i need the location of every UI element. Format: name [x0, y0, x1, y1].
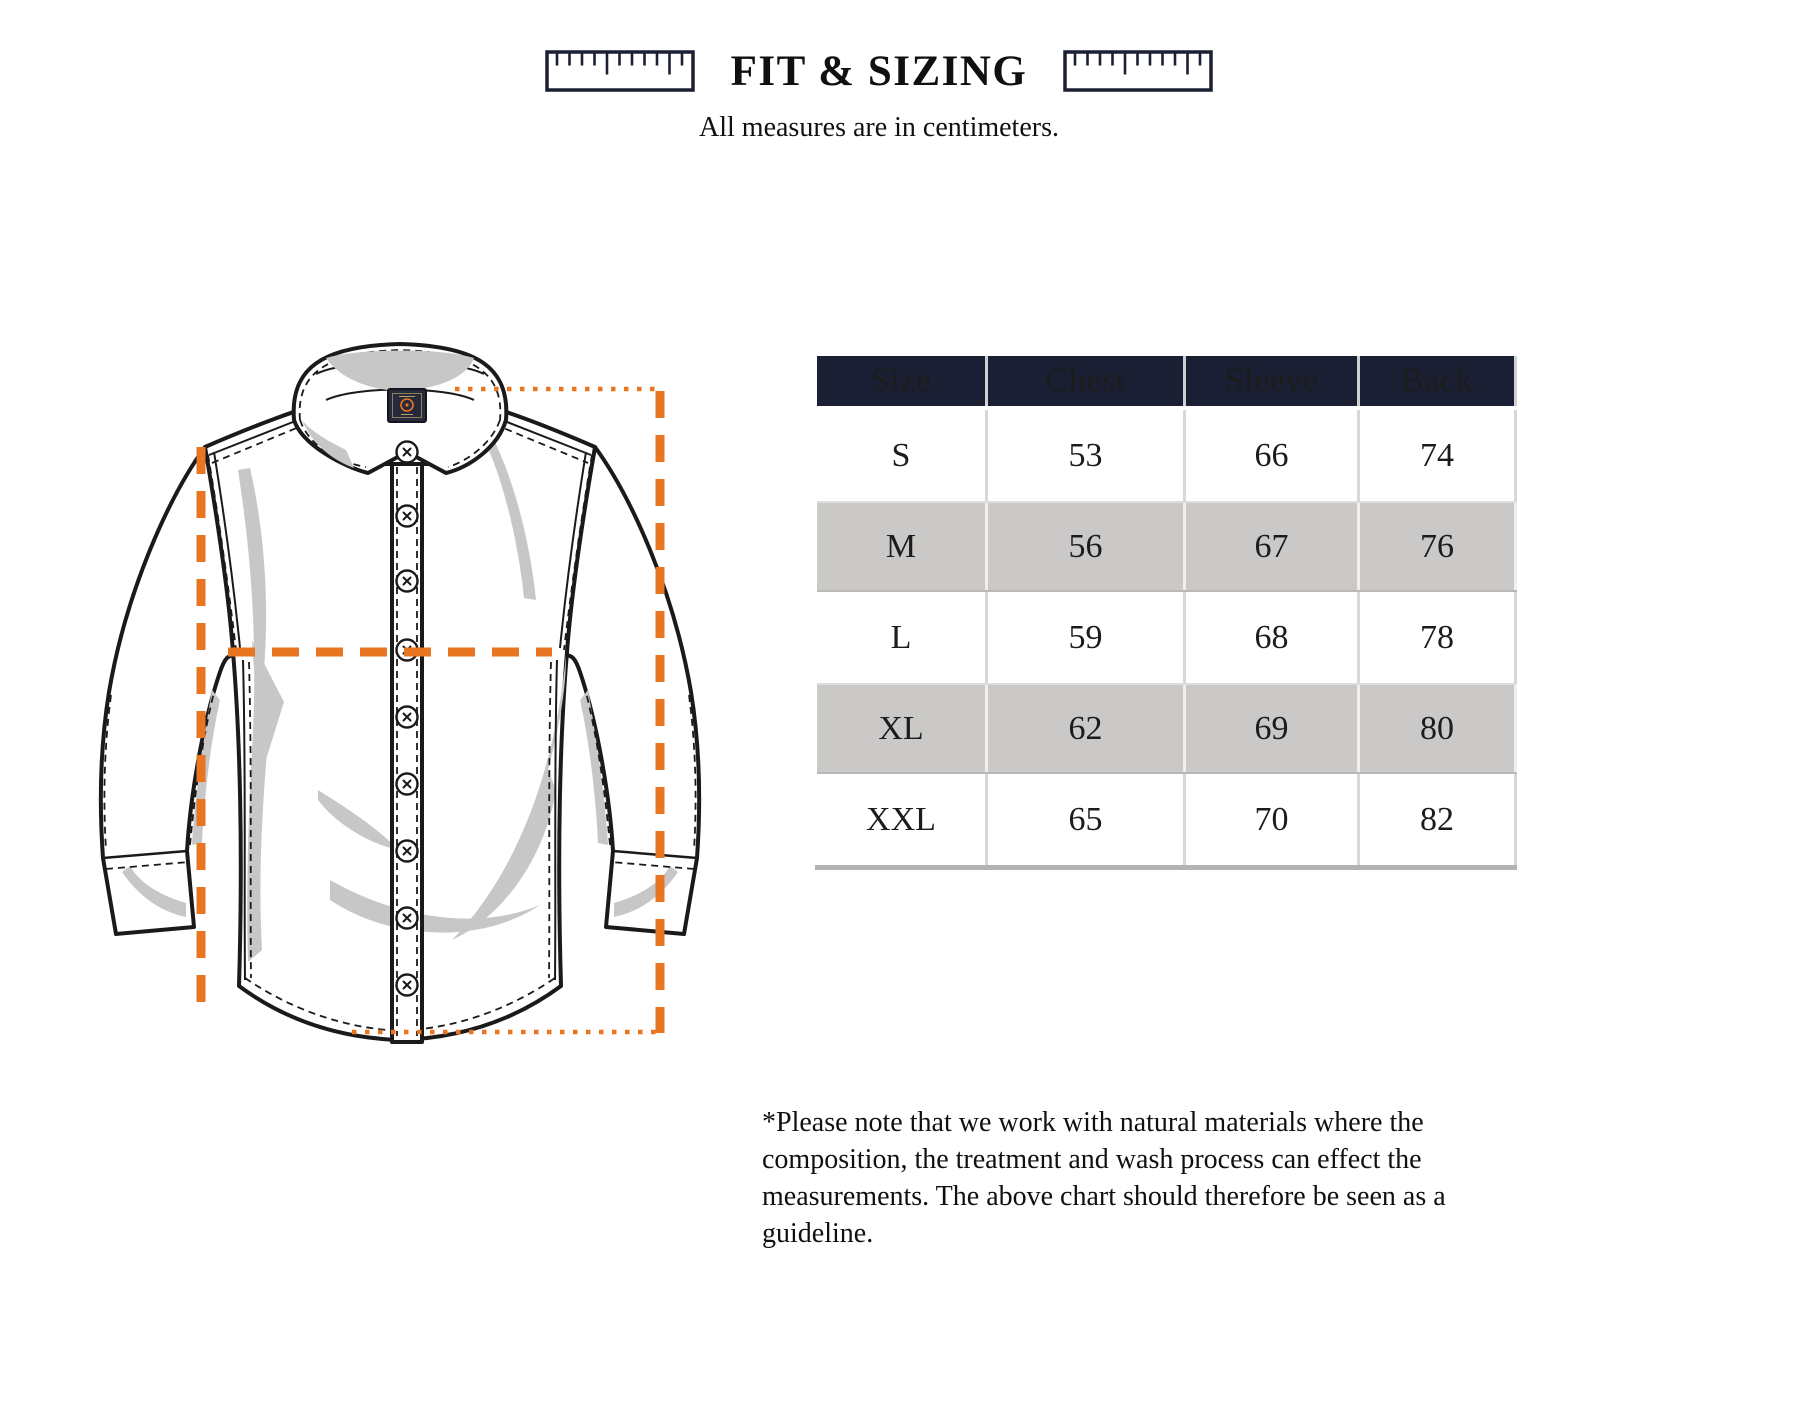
column-header-size: Size — [817, 356, 985, 406]
footnote: *Please note that we work with natural materials where the composition, the treatment and wash process can effect the measurements. The above chart should therefore be seen as a guideline. — [762, 1107, 1446, 1249]
table-row-s — [817, 410, 1517, 501]
column-header-back: Back — [1360, 356, 1514, 406]
table-bottom-rule — [815, 865, 1517, 870]
shirt-placket — [392, 448, 422, 1042]
ruler-icon — [1063, 50, 1213, 92]
cell-chest: 65 — [988, 774, 1183, 865]
table-row-m — [817, 501, 1517, 592]
size-chart-table — [817, 356, 1517, 865]
table-row-xl — [817, 683, 1517, 774]
cell-size: S — [817, 410, 985, 501]
cell-sleeve: 70 — [1186, 774, 1357, 865]
cell-back: 74 — [1360, 410, 1514, 501]
cell-sleeve: 66 — [1186, 410, 1357, 501]
shirt-illustration — [60, 280, 760, 1080]
cell-back: 78 — [1360, 592, 1514, 683]
cell-size: M — [817, 503, 985, 590]
cell-chest: 53 — [988, 410, 1183, 501]
brand-label — [388, 389, 426, 422]
cell-sleeve: 68 — [1186, 592, 1357, 683]
table-row-l — [817, 592, 1517, 683]
column-header-sleeve: Sleeve — [1186, 356, 1357, 406]
cell-sleeve: 69 — [1186, 685, 1357, 772]
shirt-buttons — [397, 442, 418, 996]
cell-back: 82 — [1360, 774, 1514, 865]
table-row-xxl — [817, 774, 1517, 865]
column-header-chest: Chest — [988, 356, 1183, 406]
cell-chest: 56 — [988, 503, 1183, 590]
cell-back: 76 — [1360, 503, 1514, 590]
cell-chest: 59 — [988, 592, 1183, 683]
page-title: FIT & SIZING — [730, 47, 1028, 95]
cell-size: XL — [817, 685, 985, 772]
ruler-icon — [545, 50, 695, 92]
table-header-row — [817, 356, 1517, 406]
cell-sleeve: 67 — [1186, 503, 1357, 590]
cell-chest: 62 — [988, 685, 1183, 772]
cell-back: 80 — [1360, 685, 1514, 772]
page-subtitle: All measures are in centimeters. — [699, 112, 1059, 143]
page-header — [545, 44, 1213, 98]
cell-size: XXL — [817, 774, 985, 865]
cell-size: L — [817, 592, 985, 683]
